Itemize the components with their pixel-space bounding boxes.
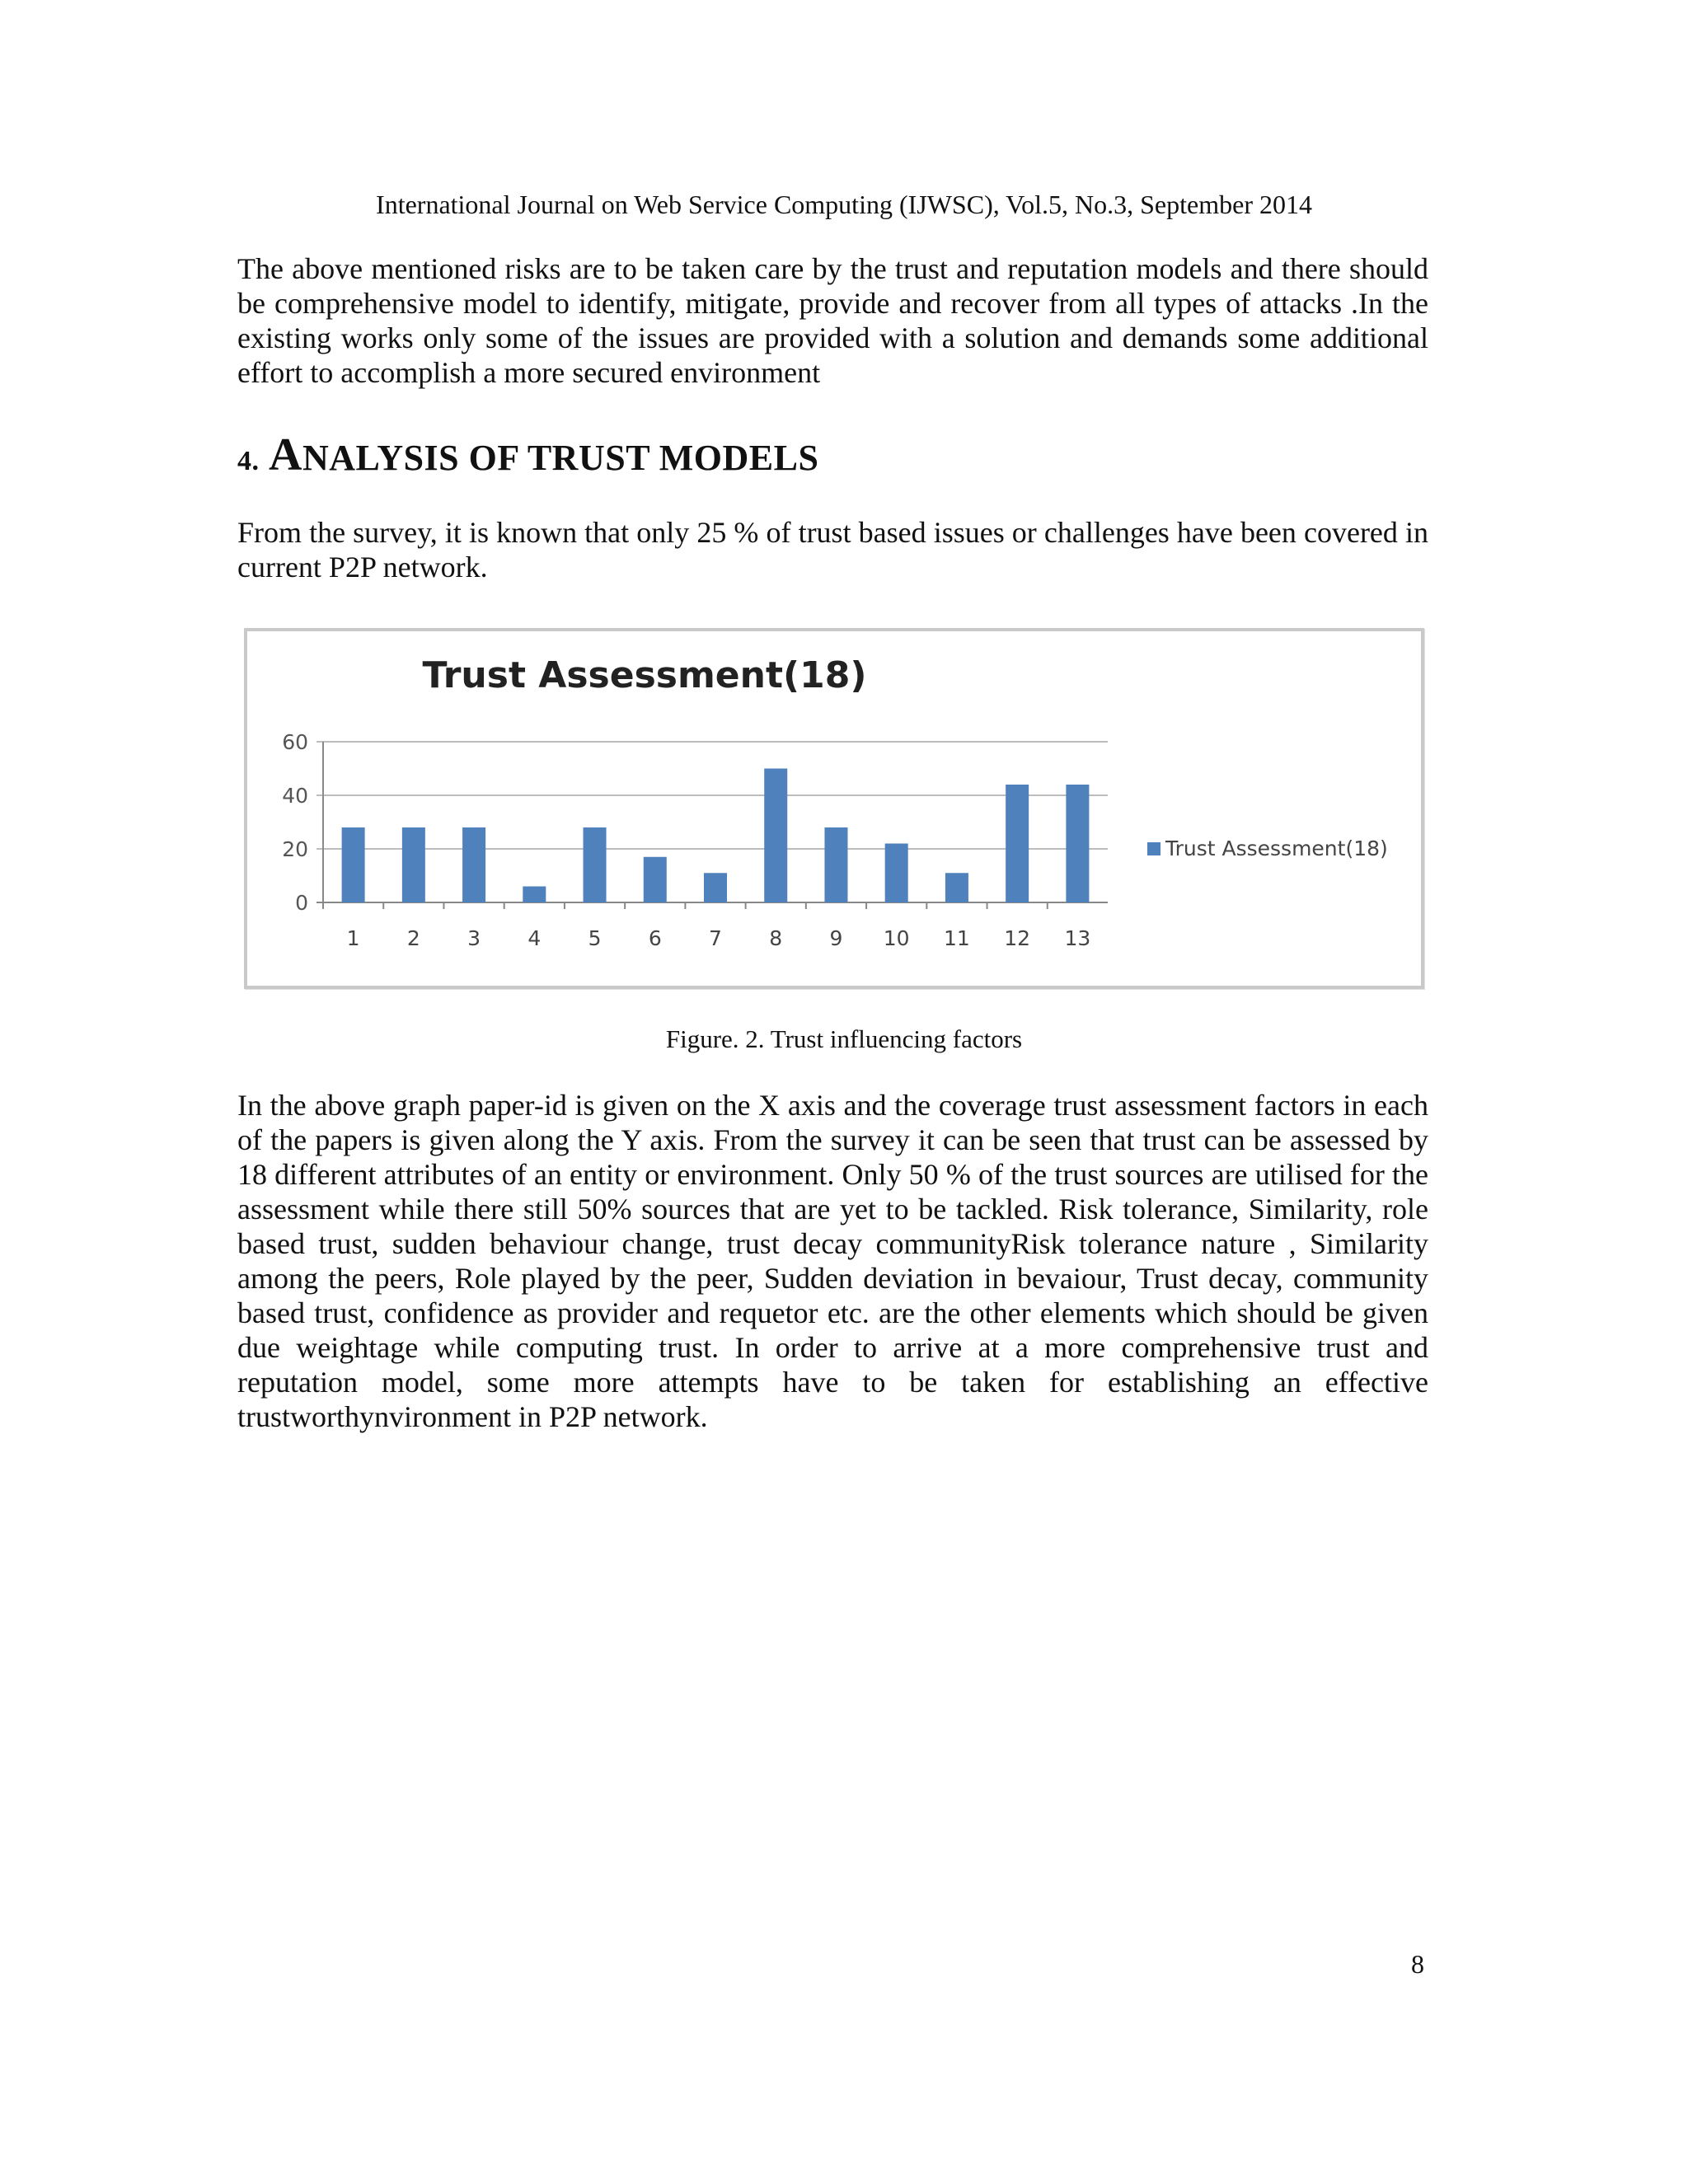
x-tick-label: 3 — [467, 926, 481, 950]
chart-figure — [244, 628, 1424, 989]
chart-title: Trust Assessment(18) — [422, 654, 867, 696]
section-title-rest: NALYSIS OF TRUST MODELS — [302, 438, 819, 478]
paragraph-survey: From the survey, it is known that only 25 % of trust based issues or challenges have been covered in current P2P network. — [237, 516, 1428, 583]
bar — [402, 827, 425, 902]
y-tick-label: 0 — [295, 891, 308, 915]
journal-header: International Journal on Web Service Computing (IJWSC), Vol.5, No.3, September 2014 — [376, 190, 1312, 219]
section-number: 4. — [237, 446, 260, 476]
y-tick-label: 20 — [282, 837, 308, 861]
x-tick-label: 1 — [346, 926, 360, 950]
bar — [584, 827, 607, 902]
x-tick-label: 11 — [944, 926, 970, 950]
bar — [1066, 785, 1089, 902]
legend-swatch — [1147, 842, 1160, 855]
paragraph-analysis: In the above graph paper-id is given on the X axis and the coverage trust assessment factors in each of the papers is given along the Y axis. From the survey it can be seen that trust can be assessed by 18 different attributes of an entity or environment. Only 50 % of the trust sources are utilised for the assessment while there still 50% sources that are yet to be tackled. Risk tolerance, Similarity, role based trust, sudden behaviour change, trust decay communityRisk tolerance nature , Similarity among the peers, Role played by the peer, Sudden deviation in bevaiour, Trust decay, community based trust, confidence as provider and requetor etc. are the other elements which should be given due weightage while computing trust. In order to arrive at a more comprehensive trust and reputation model, some more attempts have to be taken for establishing an effective trustworthynvironment in P2P network. — [237, 1089, 1428, 1433]
x-tick-label: 8 — [769, 926, 783, 950]
page-number: 8 — [1411, 1949, 1424, 1979]
y-tick-label: 60 — [282, 730, 308, 754]
bar — [644, 857, 667, 902]
paragraph-risks: The above mentioned risks are to be taken care by the trust and reputation models and there should be comprehensive model to identify, mitigate, provide and recover from all types of attacks .In the existing works only some of the issues are provided with a solution and demands some additional effort to accomplish a more secured environment — [237, 252, 1428, 389]
x-tick-label: 4 — [528, 926, 542, 950]
x-tick-label: 7 — [709, 926, 722, 950]
bar — [824, 827, 847, 902]
bar — [523, 887, 546, 903]
x-tick-label: 10 — [883, 926, 910, 950]
section-heading — [237, 429, 818, 481]
x-tick-label: 5 — [588, 926, 602, 950]
bar — [342, 827, 365, 902]
figure-caption: Figure. 2. Trust influencing factors — [665, 1024, 1023, 1053]
bar-chart — [247, 631, 1421, 986]
x-tick-label: 6 — [648, 926, 662, 950]
bar — [462, 827, 485, 902]
bar — [1006, 785, 1029, 902]
bar — [885, 844, 908, 903]
legend-label: Trust Assessment(18) — [1165, 837, 1388, 860]
y-tick-label: 40 — [282, 784, 308, 808]
x-tick-label: 2 — [406, 926, 420, 950]
section-first-letter: A — [269, 429, 302, 480]
x-tick-label: 13 — [1064, 926, 1091, 950]
x-tick-label: 9 — [829, 926, 843, 950]
bar — [945, 873, 968, 902]
bar — [704, 873, 727, 902]
x-tick-label: 12 — [1004, 926, 1031, 950]
bar — [764, 769, 787, 903]
